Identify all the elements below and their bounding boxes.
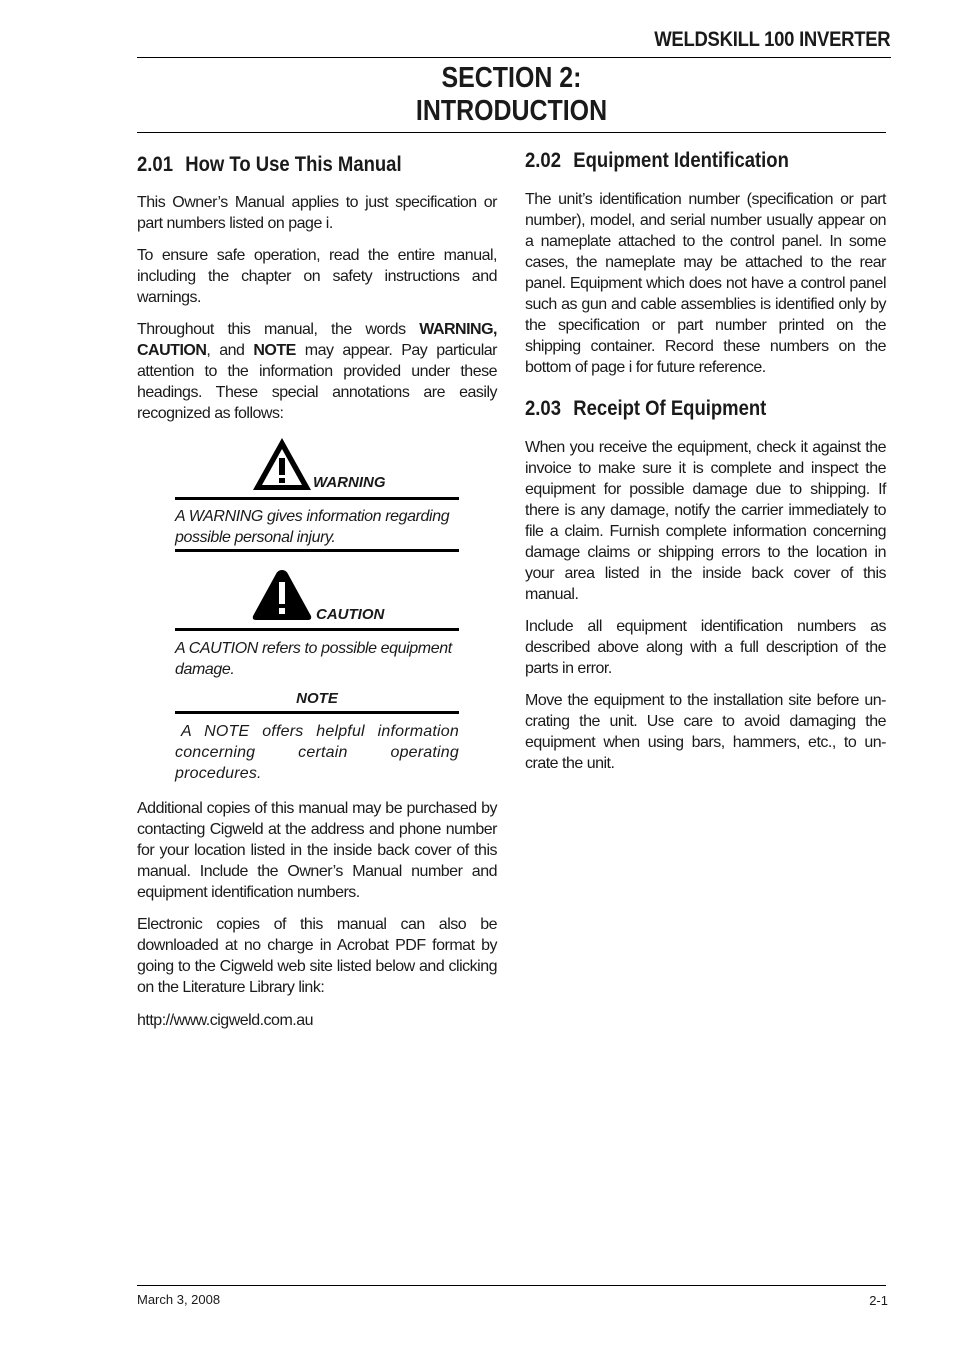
right-column-identification bbox=[525, 189, 886, 389]
caution-text: A CAUTION refers to possible equipment damage. bbox=[175, 640, 452, 678]
paragraph: Throughout this manual, the words WARNING, CAUTION, and NOTE may appear. Pay particular attention to the information provided under these headings. These special annotations are easily recognized as follows: bbox=[137, 321, 497, 422]
paragraph: When you receive the equipment, check it against the invoice to make sure it is complete and inspect the equipment for possible damage due to shipping. If there is any damage, notify the carrier immediately to file a claim. Furnish complete information concerning damage claims or shipping errors to the location in your area listed in the inside back cover of this manual. bbox=[525, 439, 886, 603]
warning-keyword: WARNING, bbox=[419, 321, 497, 338]
heading-number: 2.02 bbox=[525, 149, 561, 172]
caution-triangle-icon bbox=[251, 568, 313, 622]
heading-2-02 bbox=[525, 149, 789, 173]
note-keyword: NOTE bbox=[253, 342, 296, 359]
note-annotation bbox=[175, 690, 459, 784]
section-title-line2: INTRODUCTION bbox=[415, 95, 608, 127]
note-label: NOTE bbox=[296, 690, 338, 707]
footer-rule bbox=[137, 1285, 886, 1286]
section-title-line1: SECTION 2: bbox=[441, 62, 582, 94]
paragraph: Additional copies of this manual may be purchased by contacting Cigweld at the address and phone number for your location listed in the inside back cover of this manual. Include the Owner’s Manual number and equipment identification numbers. bbox=[137, 800, 497, 901]
left-column-intro bbox=[137, 192, 497, 435]
section-rule bbox=[137, 132, 886, 133]
left-column-more bbox=[137, 798, 497, 1042]
caution-keyword: CAUTION bbox=[137, 342, 207, 359]
footer-date: March 3, 2008 bbox=[137, 1292, 221, 1307]
heading-number: 2.01 bbox=[137, 153, 173, 176]
note-text: A NOTE offers helpful information concerning certain operating procedures. bbox=[175, 723, 459, 782]
header-rule bbox=[137, 57, 891, 58]
website-link[interactable]: http://www.cigweld.com.au bbox=[137, 1012, 314, 1029]
heading-2-01 bbox=[137, 153, 402, 177]
product-title: WELDSKILL 100 INVERTER bbox=[653, 28, 890, 51]
paragraph: The unit’s identification number (specification or part number), model, and serial number usually appear on a nameplate attached to the control panel. In some cases, the nameplate may be attached to the rear panel. Equipment which does not have a control panel such as gun and cable assemblies is identified only by the specification or part number printed on the shipping container. Record these numbers on the bottom of page i for future reference. bbox=[525, 191, 886, 376]
page-number: 2-1 bbox=[869, 1293, 888, 1308]
section-title bbox=[189, 62, 833, 128]
paragraph: This Owner’s Manual applies to just specification or part numbers listed on page i. bbox=[137, 194, 497, 232]
paragraph: Electronic copies of this manual can also be downloaded at no charge in Acrobat PDF format by going to the Cigweld web site listed below and clicking on the Literature Library link: bbox=[137, 916, 497, 996]
warning-text: A WARNING gives information regarding possible personal injury. bbox=[175, 508, 450, 546]
heading-text: Equipment Identification bbox=[573, 149, 789, 172]
caution-label: CAUTION bbox=[316, 606, 385, 623]
warning-triangle-icon bbox=[251, 436, 313, 492]
paragraph: Include all equipment identification numbers as described above along with a full description of the parts in error. bbox=[525, 618, 886, 677]
warning-label: WARNING bbox=[313, 474, 386, 491]
heading-text: How To Use This Manual bbox=[185, 153, 402, 176]
warning-annotation bbox=[175, 436, 459, 552]
heading-2-03 bbox=[525, 397, 766, 421]
heading-text: Receipt Of Equipment bbox=[573, 397, 767, 420]
warning-bottom-rule bbox=[175, 549, 459, 552]
heading-number: 2.03 bbox=[525, 397, 561, 420]
right-column-receipt bbox=[525, 437, 886, 785]
caution-annotation bbox=[175, 568, 459, 680]
paragraph: To ensure safe operation, read the entire manual, including the chapter on safety instructions and warnings. bbox=[137, 247, 497, 306]
paragraph: Move the equipment to the installation site before un-crating the unit. Use care to avoid damaging the equipment when using bars, hammers, etc., to un-crate the unit. bbox=[525, 692, 886, 772]
